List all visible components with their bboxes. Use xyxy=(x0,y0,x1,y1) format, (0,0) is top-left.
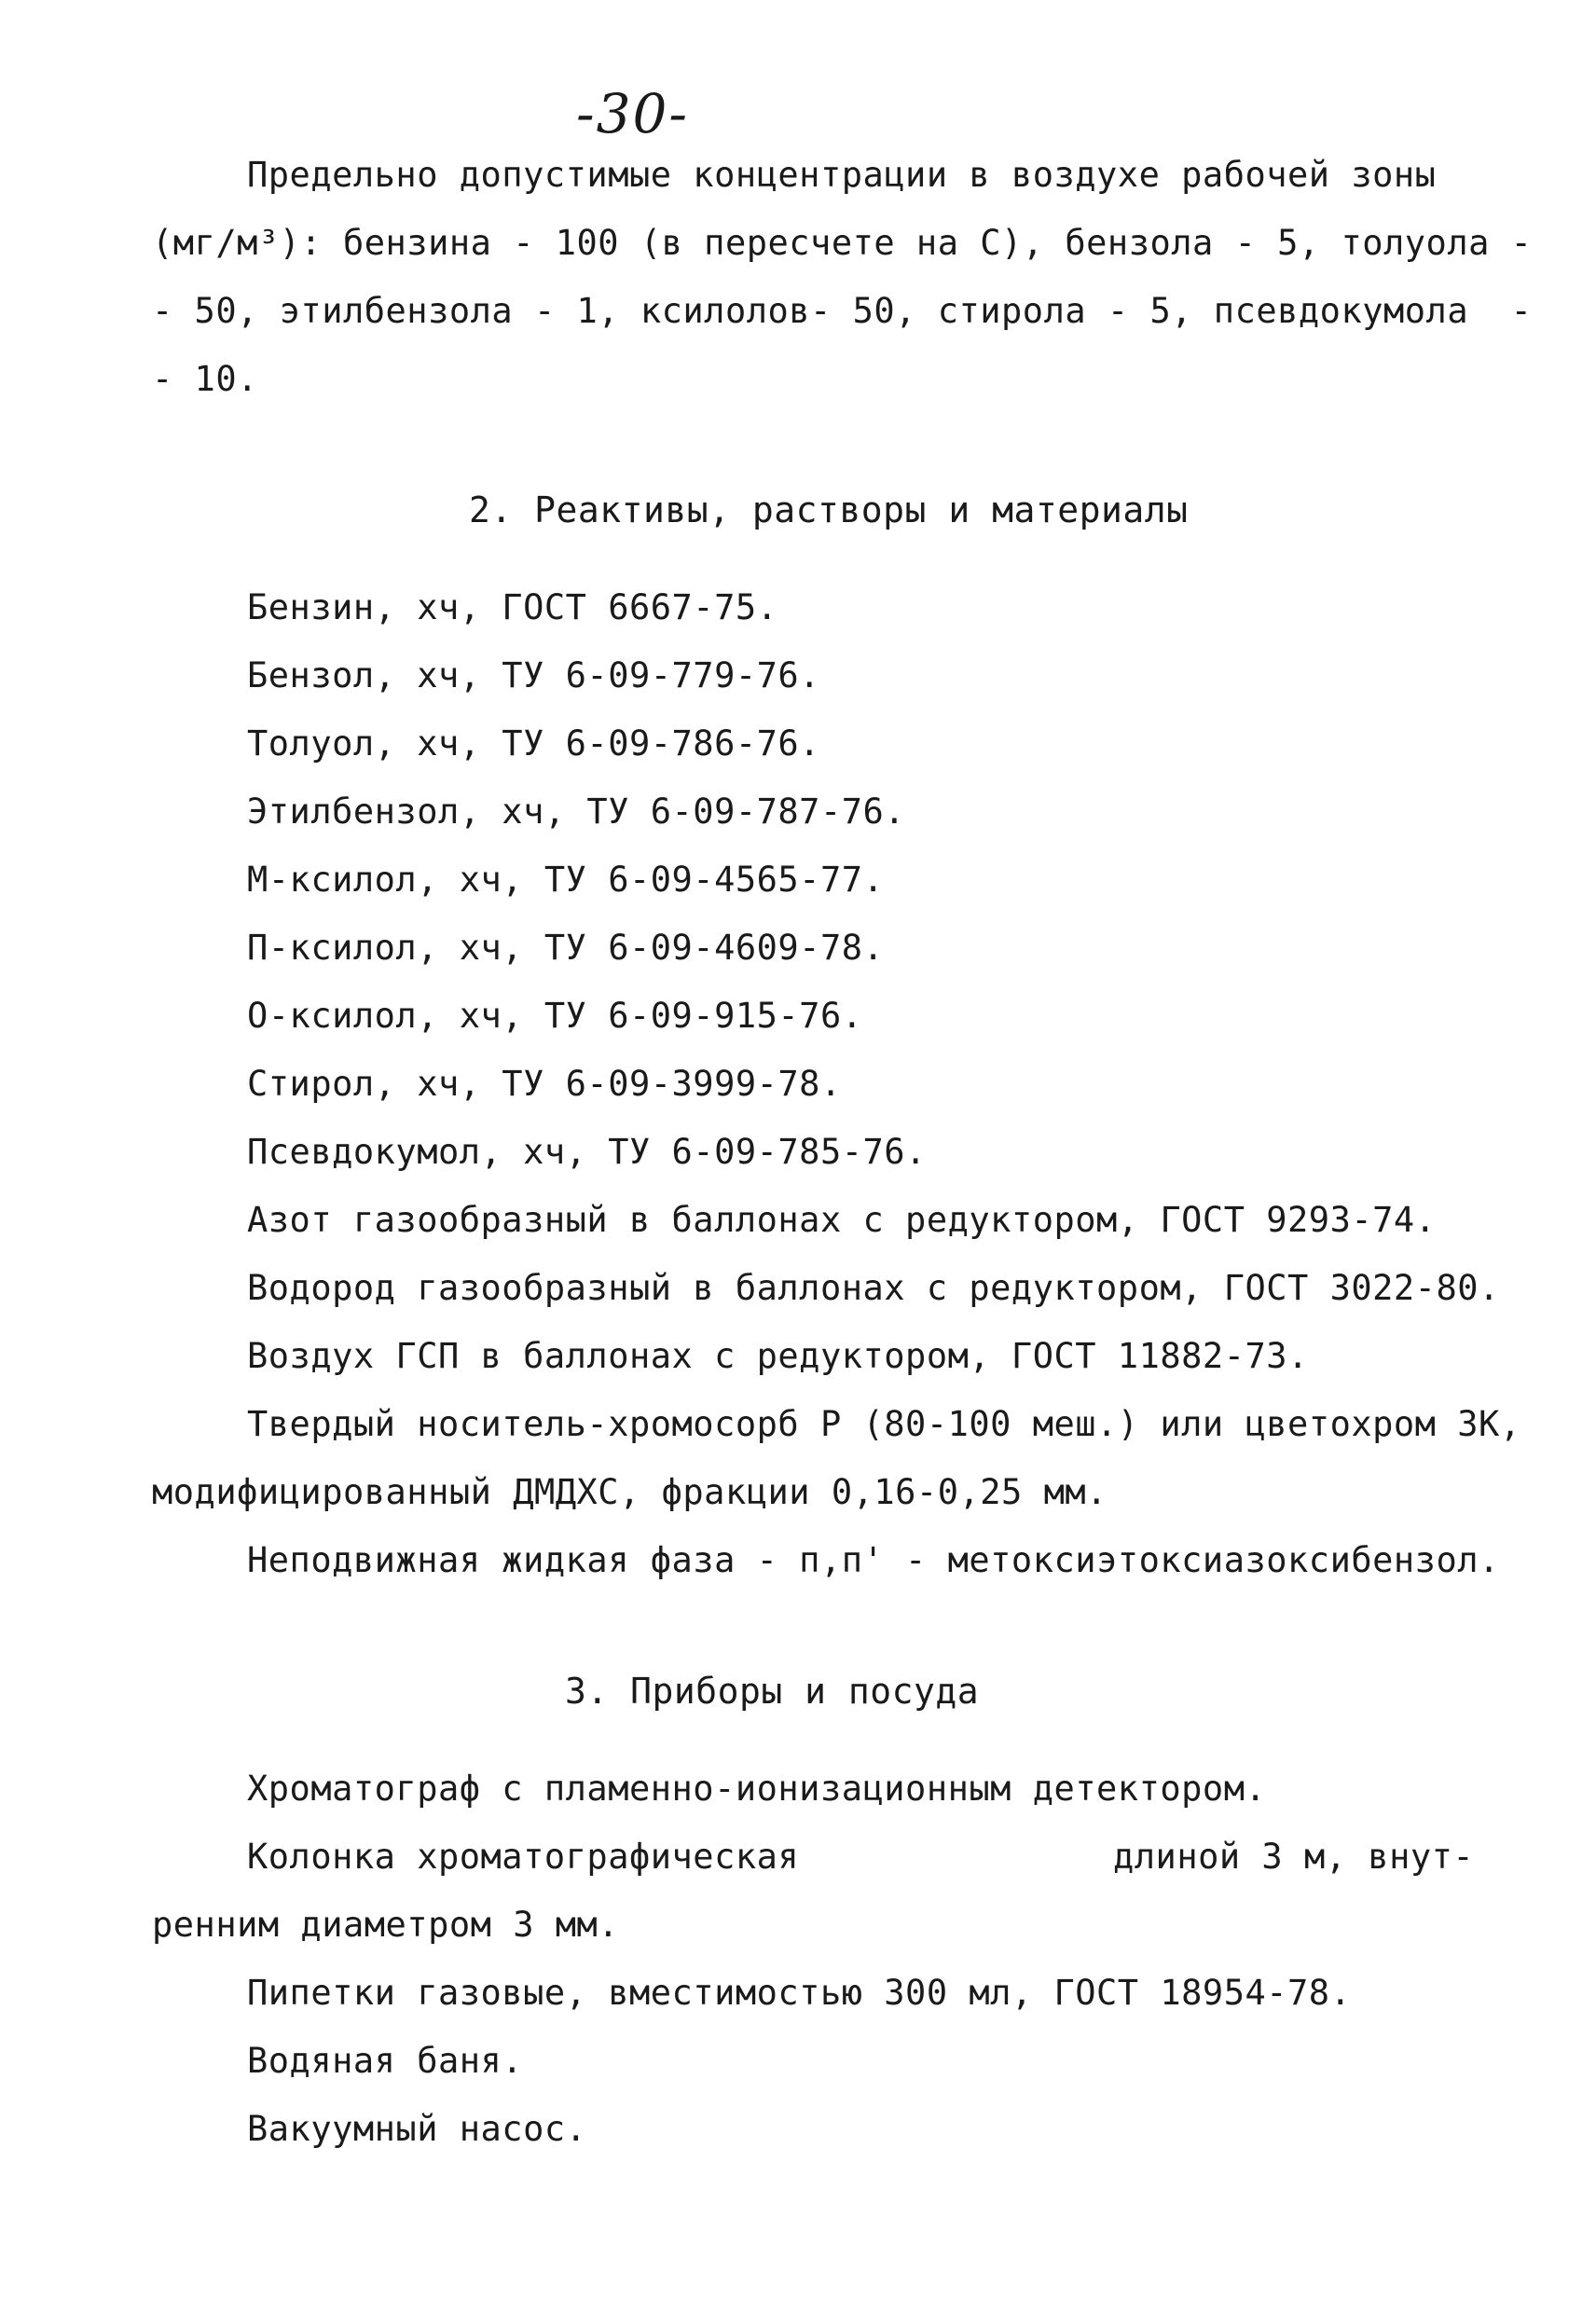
reagent-item: Стирол, хч, ТУ 6-09-3999-78. xyxy=(247,1064,842,1104)
section-2-heading: 2. Реактивы, растворы и материалы xyxy=(469,489,1189,530)
reagent-item: Этилбензол, хч, ТУ 6-09-787-76. xyxy=(247,792,906,832)
reagent-item: Азот газообразный в баллонах с редуктором, ГОСТ 9293-74. xyxy=(247,1200,1437,1240)
reagent-item: М-ксилол, хч, ТУ 6-09-4565-77. xyxy=(247,860,885,900)
intro-line-2: (мг/м³): бензина - 100 (в пересчете на С), бензола - 5, толуола - xyxy=(152,223,1533,263)
intro-line-3: - 50, этилбензола - 1, ксилолов- 50, стирола - 5, псевдокумола - xyxy=(152,291,1533,331)
equipment-item: Колонка хроматографическая xyxy=(247,1837,800,1877)
intro-line-4: - 10. xyxy=(152,359,258,399)
equipment-item: Водяная баня. xyxy=(247,2041,524,2081)
reagent-item: Воздух ГСП в баллонах с редуктором, ГОСТ 11882-73. xyxy=(247,1336,1309,1376)
equipment-item: Вакуумный насос. xyxy=(247,2109,587,2149)
equipment-item: Пипетки газовые, вместимостью 300 мл, ГОСТ 18954-78. xyxy=(247,1973,1352,2013)
reagent-item: Псевдокумол, хч, ТУ 6-09-785-76. xyxy=(247,1132,927,1172)
reagent-item-continuation: модифицированный ДМДХС, фракции 0,16-0,25 мм. xyxy=(152,1472,1108,1512)
reagent-item: Твердый носитель-хромосорб Р (80-100 меш.) или цветохром ЗК, xyxy=(247,1404,1521,1444)
page-number: -30- xyxy=(576,82,689,145)
reagent-item: Бензол, хч, ТУ 6-09-779-76. xyxy=(247,655,820,695)
reagent-item: П-ксилол, хч, ТУ 6-09-4609-78. xyxy=(247,928,885,968)
intro-line-1: Предельно допустимые концентрации в воздухе рабочей зоны xyxy=(247,155,1437,195)
reagent-item: Бензин, хч, ГОСТ 6667-75. xyxy=(247,587,778,627)
equipment-item: Хроматограф с пламенно-ионизационным детектором. xyxy=(247,1769,1267,1809)
equipment-item-continuation: ренним диаметром 3 мм. xyxy=(152,1905,620,1945)
reagent-item: Водород газообразный в баллонах с редуктором, ГОСТ 3022-80. xyxy=(247,1268,1500,1308)
equipment-item-continuation: длиной 3 м, внут- xyxy=(1113,1837,1475,1877)
reagent-item: Толуол, хч, ТУ 6-09-786-76. xyxy=(247,723,820,764)
reagent-item: О-ксилол, хч, ТУ 6-09-915-76. xyxy=(247,996,863,1036)
reagent-item: Неподвижная жидкая фаза - п,п' - метоксиэтоксиазоксибензол. xyxy=(247,1540,1500,1580)
section-3-heading: 3. Приборы и посуда xyxy=(565,1671,980,1712)
